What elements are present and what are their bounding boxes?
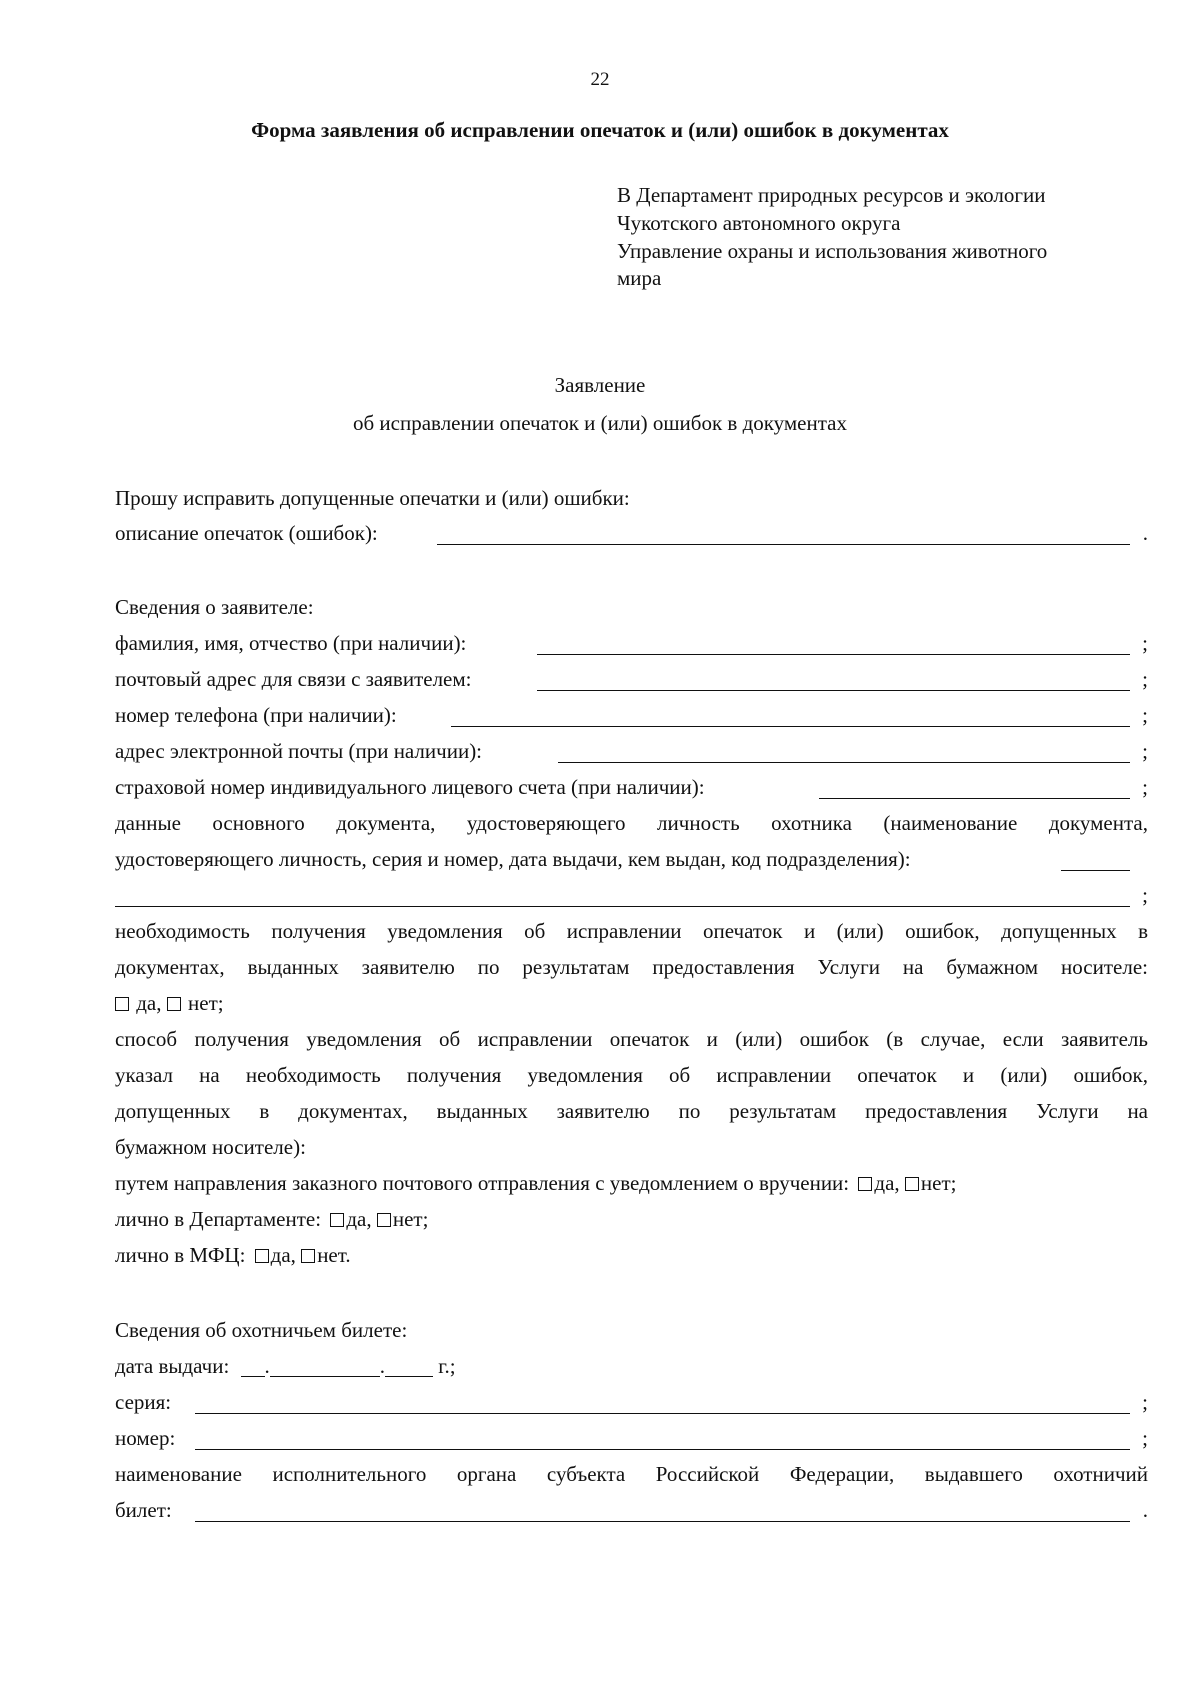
mail-yes-checkbox[interactable]: [858, 1177, 872, 1191]
email-input-line[interactable]: [558, 762, 1130, 763]
applicant-heading: Сведения о заявителе:: [115, 595, 314, 619]
addressee-line: мира: [617, 266, 662, 290]
identity-doc-label: удостоверяющего личность, серия и номер, дата выдачи, кем выдан, код подразделения):: [115, 847, 911, 871]
description-input-line[interactable]: [437, 544, 1130, 545]
semicolon: ;: [1142, 883, 1148, 907]
phone-field[interactable]: [115, 705, 1148, 729]
issuer-field[interactable]: [115, 1500, 1148, 1524]
addressee-line: В Департамент природных ресурсов и экологии: [617, 183, 1046, 207]
issuer-label: билет:: [115, 1498, 172, 1522]
dept-label: лично в Департаменте:: [115, 1207, 322, 1231]
semicolon: ;: [1142, 775, 1148, 799]
mfc-option-row: [115, 1245, 351, 1266]
dept-yes-label: да,: [346, 1207, 372, 1231]
full-name-input-line[interactable]: [537, 654, 1130, 655]
full-name-label: фамилия, имя, отчество (при наличии):: [115, 631, 467, 655]
issuer-input-line[interactable]: [195, 1521, 1130, 1522]
need-yes-checkbox[interactable]: [115, 997, 129, 1011]
email-field[interactable]: [115, 741, 1148, 765]
issuer-line1: наименование исполнительного органа субъекта Российской Федерации, выдавшего охотничий: [115, 1462, 1148, 1486]
full-name-field[interactable]: [115, 633, 1148, 657]
issue-year-input[interactable]: [385, 1358, 433, 1377]
identity-doc-continuation[interactable]: [115, 885, 1148, 909]
mfc-label: лично в МФЦ:: [115, 1243, 246, 1267]
notification-need-options: [115, 993, 224, 1014]
mail-no-label: нет;: [920, 1171, 957, 1195]
snils-field[interactable]: [115, 777, 1148, 801]
date-dot: .: [264, 1354, 270, 1378]
notification-need-line1: необходимость получения уведомления об исправлении опечаток и (или) ошибок, допущенных в: [115, 919, 1148, 943]
addressee-line: Чукотского автономного округа: [617, 211, 901, 235]
number-input-line[interactable]: [195, 1449, 1130, 1450]
number-label: номер:: [115, 1426, 176, 1450]
semicolon: ;: [1142, 1426, 1148, 1450]
mfc-no-checkbox[interactable]: [301, 1249, 315, 1263]
semicolon: ;: [1142, 739, 1148, 763]
hunting-ticket-heading: Сведения об охотничьем билете:: [115, 1318, 408, 1342]
notification-need-line2: документах, выданных заявителю по результатам предоставления Услуги на бумажном носителе:: [115, 955, 1148, 979]
dept-yes-checkbox[interactable]: [330, 1213, 344, 1227]
dept-no-label: нет;: [392, 1207, 429, 1231]
description-field[interactable]: [115, 523, 1148, 547]
page-number: 22: [590, 69, 610, 90]
mfc-yes-label: да,: [270, 1243, 296, 1267]
date-dot: .: [379, 1354, 386, 1378]
issue-date-row: [115, 1356, 456, 1377]
mail-option-row: [115, 1173, 956, 1194]
need-no-checkbox[interactable]: [167, 997, 181, 1011]
postal-address-label: почтовый адрес для связи с заявителем:: [115, 667, 472, 691]
series-label: серия:: [115, 1390, 172, 1414]
statement-subtitle: об исправлении опечаток и (или) ошибок в документах: [353, 411, 847, 435]
description-label: описание опечаток (ошибок):: [115, 521, 378, 545]
issuer-end: .: [1142, 1498, 1148, 1522]
request-intro: Прошу исправить допущенные опечатки и (или) ошибки:: [115, 486, 630, 510]
snils-label: страховой номер индивидуального лицевого счета (при наличии):: [115, 775, 705, 799]
mail-no-checkbox[interactable]: [905, 1177, 919, 1191]
email-label: адрес электронной почты (при наличии):: [115, 739, 483, 763]
issue-day-input[interactable]: [241, 1358, 265, 1377]
postal-address-input-line[interactable]: [537, 690, 1130, 691]
form-title: Форма заявления об исправлении опечаток и (или) ошибок в документах: [251, 118, 949, 142]
dept-no-checkbox[interactable]: [377, 1213, 391, 1227]
mfc-yes-checkbox[interactable]: [255, 1249, 269, 1263]
semicolon: ;: [1142, 631, 1148, 655]
need-yes-label: да,: [136, 991, 162, 1015]
identity-doc-field[interactable]: [115, 849, 1148, 873]
semicolon: ;: [1142, 1390, 1148, 1414]
issue-date-label: дата выдачи:: [115, 1354, 230, 1378]
semicolon: ;: [1142, 667, 1148, 691]
method-line3: допущенных в документах, выданных заявителю по результатам предоставления Услуги на: [115, 1099, 1148, 1123]
statement-title: Заявление: [554, 373, 646, 397]
mail-yes-label: да,: [874, 1171, 900, 1195]
identity-doc-text-line1: данные основного документа, удостоверяющего личность охотника (наименование документа,: [115, 811, 1148, 835]
method-line2: указал на необходимость получения уведомления об исправлении опечаток и (или) ошибок,: [115, 1063, 1148, 1087]
issue-month-input[interactable]: [270, 1358, 380, 1377]
dept-option-row: [115, 1209, 428, 1230]
phone-input-line[interactable]: [451, 726, 1130, 727]
number-field[interactable]: [115, 1428, 1148, 1452]
snils-input-line[interactable]: [819, 798, 1130, 799]
series-field[interactable]: [115, 1392, 1148, 1416]
mail-label: путем направления заказного почтового отправления с уведомлением о вручении:: [115, 1171, 850, 1195]
need-no-label: нет;: [188, 991, 224, 1015]
addressee-line: Управление охраны и использования животного: [617, 239, 1048, 263]
identity-doc-input-line[interactable]: [1061, 870, 1130, 871]
mfc-no-label: нет.: [317, 1243, 351, 1267]
phone-label: номер телефона (при наличии):: [115, 703, 397, 727]
method-line4: бумажном носителе):: [115, 1135, 306, 1159]
description-end: .: [1142, 521, 1148, 545]
method-line1: способ получения уведомления об исправлении опечаток и (или) ошибок (в случае, если заявитель: [115, 1027, 1148, 1051]
identity-doc-input-line-2[interactable]: [115, 906, 1130, 907]
postal-address-field[interactable]: [115, 669, 1148, 693]
year-suffix: г.;: [438, 1354, 456, 1378]
series-input-line[interactable]: [195, 1413, 1130, 1414]
semicolon: ;: [1142, 703, 1148, 727]
